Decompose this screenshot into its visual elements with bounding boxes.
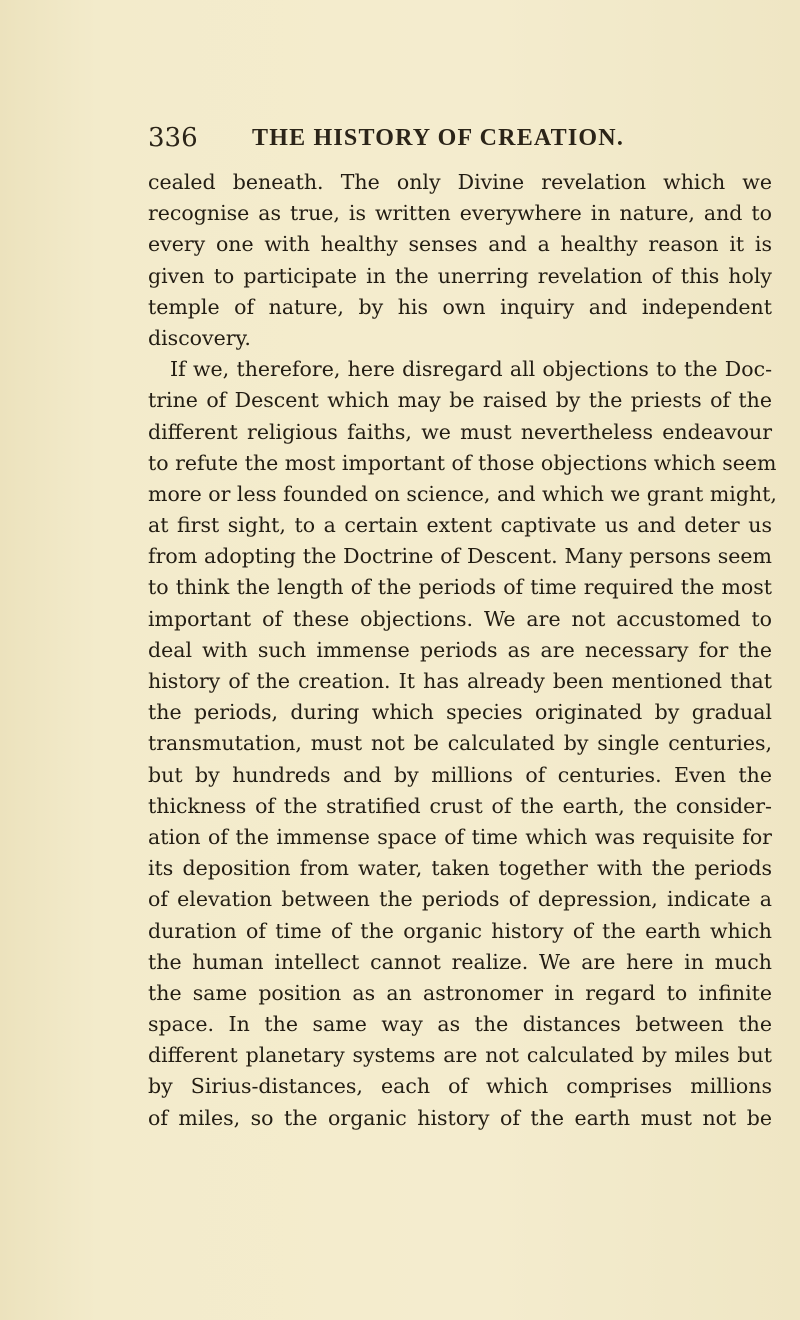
text-line: its deposition from water, taken together with the periods	[148, 856, 772, 881]
text-line: the same position as an astronomer in regard to infinite	[148, 980, 772, 1005]
text-line: temple of nature, by his own inquiry and independent	[148, 294, 772, 319]
text-line: to think the length of the periods of time required the most	[148, 575, 772, 600]
text-line: by Sirius-distances, each of which comprises millions	[148, 1074, 772, 1099]
text-line: space. In the same way as the distances between the	[148, 1012, 772, 1037]
text-line: duration of time of the organic history of the earth which	[148, 918, 772, 943]
text-line: history of the creation. It has already been mentioned that	[148, 669, 772, 693]
text-line: cealed beneath. The only Divine revelation which we	[148, 170, 772, 194]
text-line: but by hundreds and by millions of centuries. Even the	[148, 762, 772, 787]
text-line: of miles, so the organic history of the earth must not be	[148, 1105, 772, 1130]
text-line: If we, therefore, here disregard all objections to the Doc-	[170, 357, 772, 382]
text-line: thickness of the stratified crust of the earth, the consider-	[148, 793, 772, 818]
text-line: the periods, during which species originated by gradual	[148, 700, 772, 725]
text-line: more or less founded on science, and which we grant might,	[148, 481, 777, 506]
text-line: ation of the immense space of time which was requisite for	[148, 824, 772, 849]
text-line: discovery.	[148, 325, 251, 350]
text-line: transmutation, must not be calculated by single centuries,	[148, 731, 772, 756]
text-line: given to participate in the unerring revelation of this holy	[148, 263, 772, 288]
text-line: at first sight, to a certain extent captivate us and deter us	[148, 513, 772, 538]
page-number: 336	[148, 123, 198, 153]
text-line: from adopting the Doctrine of Descent. Many persons seem	[148, 544, 772, 569]
text-line: important of these objections. We are not accustomed to	[148, 606, 772, 631]
body-text	[148, 167, 777, 1134]
text-line: to refute the most important of those objections which seem	[148, 450, 777, 475]
running-head: THE HISTORY OF CREATION.	[252, 125, 625, 151]
text-line: deal with such immense periods as are necessary for the	[148, 637, 772, 662]
text-line: every one with healthy senses and a healthy reason it is	[148, 232, 772, 257]
text-line: of elevation between the periods of depression, indicate a	[148, 887, 772, 912]
text-line: recognise as true, is written everywhere in nature, and to	[148, 201, 772, 226]
text-line: trine of Descent which may be raised by the priests of the	[148, 388, 772, 413]
page-header	[0, 118, 800, 158]
text-line: different planetary systems are not calculated by miles but	[148, 1043, 772, 1068]
text-line: different religious faiths, we must nevertheless endeavour	[148, 419, 772, 444]
text-line: the human intellect cannot realize. We are here in much	[148, 949, 772, 974]
